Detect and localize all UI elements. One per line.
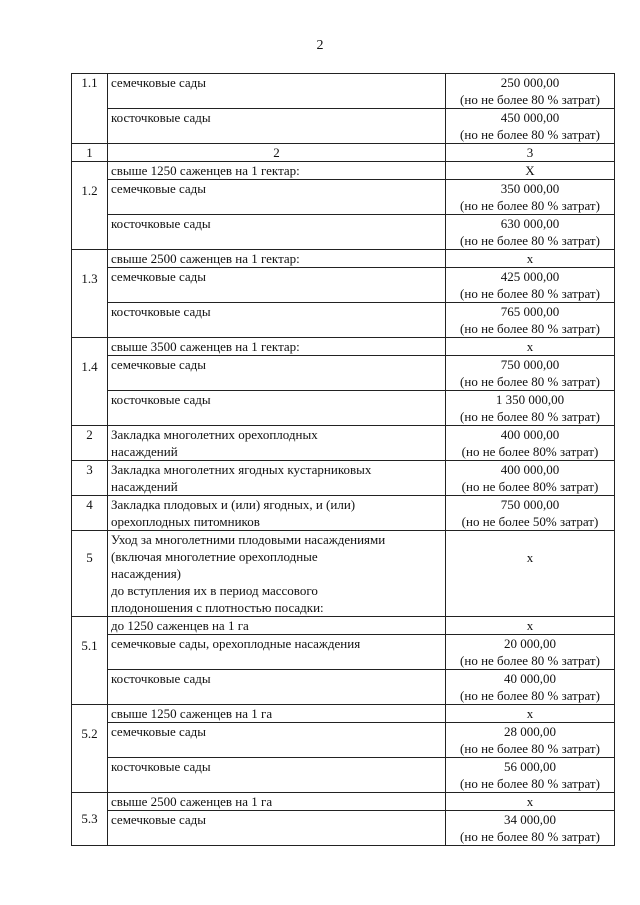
row-number: 1.2 bbox=[72, 162, 108, 250]
row-value: 450 000,00 (но не более 80 % затрат) bbox=[446, 109, 615, 144]
row-description: семечковые сады bbox=[108, 723, 446, 758]
row-value: 34 000,00 (но не более 80 % затрат) bbox=[446, 811, 615, 846]
table-row bbox=[72, 723, 615, 758]
row-value: х bbox=[446, 531, 615, 617]
row-value: х bbox=[446, 793, 615, 811]
row-value: х bbox=[446, 617, 615, 635]
table-row bbox=[72, 162, 615, 180]
table-row bbox=[72, 215, 615, 250]
row-description: косточковые сады bbox=[108, 303, 446, 338]
row-value: 425 000,00 (но не более 80 % затрат) bbox=[446, 268, 615, 303]
row-description: семечковые сады bbox=[108, 74, 446, 109]
row-description: Закладка многолетних ягодных кустарниковых насаждений bbox=[108, 461, 446, 496]
table-row bbox=[72, 758, 615, 793]
column-number: 1 bbox=[72, 144, 108, 162]
row-value: Х bbox=[446, 162, 615, 180]
table-row bbox=[72, 617, 615, 635]
row-number: 1.4 bbox=[72, 338, 108, 426]
row-value: 400 000,00 (но не более 80% затрат) bbox=[446, 461, 615, 496]
row-description: косточковые сады bbox=[108, 391, 446, 426]
table-row bbox=[72, 793, 615, 811]
table-row bbox=[72, 670, 615, 705]
row-value: 1 350 000,00 (но не более 80 % затрат) bbox=[446, 391, 615, 426]
row-value: х bbox=[446, 705, 615, 723]
row-number: 1.1 bbox=[72, 74, 108, 144]
row-description: Закладка плодовых и (или) ягодных, и (или) орехоплодных питомников bbox=[108, 496, 446, 531]
page-number: 2 bbox=[316, 38, 324, 53]
row-value: 750 000,00 (но не более 80 % затрат) bbox=[446, 356, 615, 391]
row-value: 350 000,00 (но не более 80 % затрат) bbox=[446, 180, 615, 215]
table-row bbox=[72, 180, 615, 215]
table-row bbox=[72, 391, 615, 426]
row-description: Закладка многолетних орехоплодных насаждений bbox=[108, 426, 446, 461]
table-row bbox=[72, 338, 615, 356]
row-number: 5.1 bbox=[72, 617, 108, 705]
row-description: семечковые сады bbox=[108, 180, 446, 215]
table-row bbox=[72, 74, 615, 109]
row-description: семечковые сады bbox=[108, 268, 446, 303]
row-value: 250 000,00 (но не более 80 % затрат) bbox=[446, 74, 615, 109]
row-value: 40 000,00 (но не более 80 % затрат) bbox=[446, 670, 615, 705]
row-value: х bbox=[446, 338, 615, 356]
row-value: 28 000,00 (но не более 80 % затрат) bbox=[446, 723, 615, 758]
row-value: 400 000,00 (но не более 80% затрат) bbox=[446, 426, 615, 461]
row-number: 5.3 bbox=[72, 793, 108, 846]
table-row bbox=[72, 531, 615, 617]
row-description: свыше 2500 саженцев на 1 гектар: bbox=[108, 250, 446, 268]
row-description: семечковые сады bbox=[108, 811, 446, 846]
table-row bbox=[72, 496, 615, 531]
row-description: Уход за многолетними плодовыми насаждениями (включая многолетние орехоплодные насаждения) до вступления их в период массового плодоношения с плотностью посадки: bbox=[108, 531, 446, 617]
row-value: 56 000,00 (но не более 80 % затрат) bbox=[446, 758, 615, 793]
table-row bbox=[72, 461, 615, 496]
row-value: 630 000,00 (но не более 80 % затрат) bbox=[446, 215, 615, 250]
row-number: 3 bbox=[72, 461, 108, 496]
row-description: свыше 2500 саженцев на 1 га bbox=[108, 793, 446, 811]
row-description: свыше 1250 саженцев на 1 гектар: bbox=[108, 162, 446, 180]
row-description: свыше 1250 саженцев на 1 га bbox=[108, 705, 446, 723]
row-description: косточковые сады bbox=[108, 215, 446, 250]
table-row bbox=[72, 268, 615, 303]
row-description: семечковые сады, орехоплодные насаждения bbox=[108, 635, 446, 670]
row-value: 765 000,00 (но не более 80 % затрат) bbox=[446, 303, 615, 338]
subsidy-rates-table bbox=[71, 73, 615, 846]
row-value: 750 000,00 (но не более 50% затрат) bbox=[446, 496, 615, 531]
row-description: до 1250 саженцев на 1 га bbox=[108, 617, 446, 635]
row-number: 2 bbox=[72, 426, 108, 461]
table-row bbox=[72, 811, 615, 846]
row-number: 1.3 bbox=[72, 250, 108, 338]
row-description: семечковые сады bbox=[108, 356, 446, 391]
table-row bbox=[72, 303, 615, 338]
table-row bbox=[72, 250, 615, 268]
column-numbers-row bbox=[72, 144, 615, 162]
row-description: косточковые сады bbox=[108, 758, 446, 793]
table-row bbox=[72, 356, 615, 391]
table-row bbox=[72, 109, 615, 144]
row-description: косточковые сады bbox=[108, 670, 446, 705]
row-description: свыше 3500 саженцев на 1 гектар: bbox=[108, 338, 446, 356]
column-number: 2 bbox=[108, 144, 446, 162]
row-value: 20 000,00 (но не более 80 % затрат) bbox=[446, 635, 615, 670]
row-description: косточковые сады bbox=[108, 109, 446, 144]
row-value: х bbox=[446, 250, 615, 268]
table-row bbox=[72, 426, 615, 461]
table-row bbox=[72, 705, 615, 723]
row-number: 5.2 bbox=[72, 705, 108, 793]
row-number: 4 bbox=[72, 496, 108, 531]
column-number: 3 bbox=[446, 144, 615, 162]
row-number: 5 bbox=[72, 531, 108, 617]
table-row bbox=[72, 635, 615, 670]
